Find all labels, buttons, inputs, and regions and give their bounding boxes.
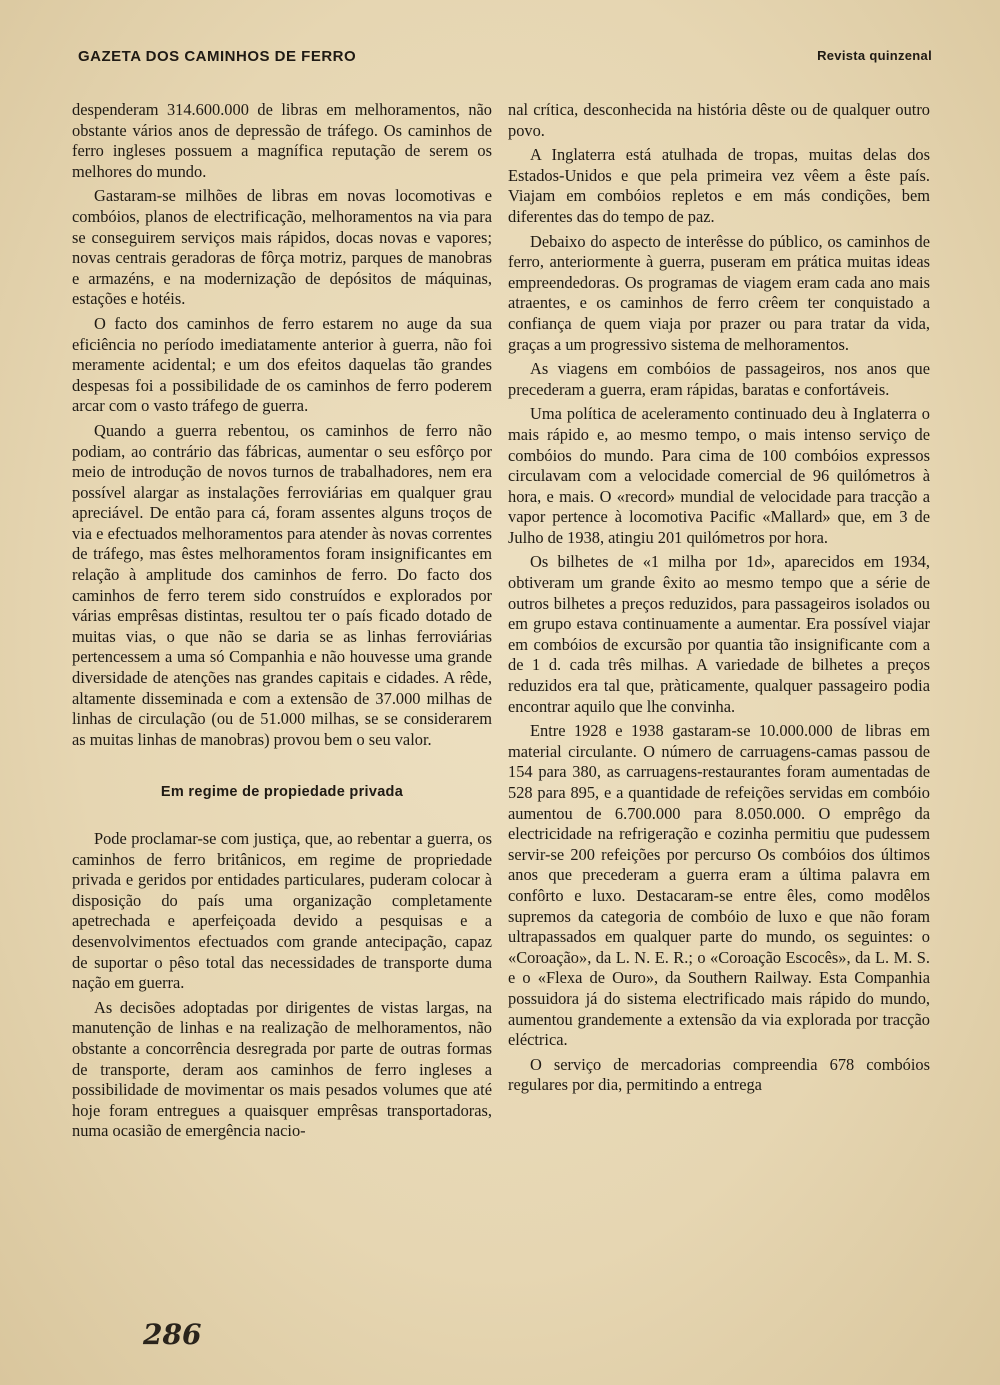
paragraph: Debaixo do aspecto de interêsse do público, os caminhos de ferro, anteriormente à guerra, puseram em prática muitas ideas empreendedoras. Os programas de viagem eram cada ano mais atraentes, e os caminhos de ferro crêem ter conquistado a confiança de quem viaja por prazer ou para tratar da vida, graças a um progressivo sistema de melhoramentos.: [508, 231, 930, 354]
right-column: [508, 100, 930, 1100]
publication-title: GAZETA DOS CAMINHOS DE FERRO: [78, 48, 357, 65]
paragraph: A Inglaterra está atulhada de tropas, muitas delas dos Estados-Unidos e que pela primeira vez vêem a êste país. Viajam em combóios repletos e em más condições, bem diferentes das do tempo de paz.: [508, 145, 930, 226]
paragraph: O serviço de mercadorias compreendia 678 combóios regulares por dia, permitindo a entrega: [508, 1054, 930, 1095]
publication-subtitle: Revista quinzenal: [817, 48, 932, 63]
paragraph: As viagens em combóios de passageiros, nos anos que precederam a guerra, eram rápidas, baratas e confortáveis.: [508, 359, 930, 399]
paragraph: Gastaram-se milhões de libras em novas locomotivas e combóios, planos de electrificação, melhoramentos na via para se conseguirem serviços mais rápidos, docas novas e vapores; novas centrais geradoras de fôrça motriz, parques de manobras e armazéns, e na modernização de depósitos de máquinas, estações e hotéis.: [72, 186, 492, 309]
paragraph: Uma política de aceleramento continuado deu à Inglaterra o mais rápido e, ao mesmo tempo, o mais intenso serviço de combóios do mundo. Para cima de 100 combóios expressos circulavam com a velocidade comercial de 96 quilómetros à hora, e mais. O «record» mundial de velocidade para tracção a vapor pertence à locomotiva Pacific «Mallard» que, em 3 de Julho de 1938, atingiu 201 quilómetros por hora.: [508, 404, 930, 547]
paragraph: Os bilhetes de «1 milha por 1d», aparecidos em 1934, obtiveram um grande êxito ao mesmo tempo que a série de outros bilhetes a preços reduzidos, para passageiros isolados ou em grupo estava continuamente a aumentar. Era possível viajar em combóios de excursão por quantia tão insignificante com a de 1 d. cada três milhas. A variedade de bilhetes a preços reduzidos era tal que, pràticamente, qualquer passageiro podia encontrar aquilo que lhe convinha.: [508, 552, 930, 716]
paragraph: Pode proclamar-se com justiça, que, ao rebentar a guerra, os caminhos de ferro britânicos, em regime de propriedade privada e geridos por entidades particulares, puderam colocar à disposição do país uma organização completamente apetrechada e aperfeiçoada devido a pesquisas e a desenvolvimentos efectuados com grande antecipação, capaz de suportar o pêso total das necessidades de transporte duma nação em guerra.: [72, 829, 492, 993]
section-heading: Em regime de propiedade privada: [160, 784, 404, 801]
paragraph: O facto dos caminhos de ferro estarem no auge da sua eficiência no período imediatamente anterior à guerra, não foi meramente acidental; e um dos efeitos daquelas tão grandes despesas foi a possibilidade de os caminhos de ferro poderem arcar com o vasto tráfego de guerra.: [72, 313, 492, 416]
paragraph: despenderam 314.600.000 de libras em melhoramentos, não obstante vários anos de depressão de tráfego. Os caminhos de ferro ingleses possuem a magnífica reputação de serem os melhores do mundo.: [72, 100, 492, 181]
paragraph: Entre 1928 e 1938 gastaram-se 10.000.000 de libras em material circulante. O número de carruagens-camas passou de 154 para 380, as carruagens-restaurantes foram aumentadas de 528 para 895, e a quantidade de refeições servidas em combóio aumentou de 6.700.000 para 8.050.000. O emprêgo da electricidade na refrigeração e cozinha permitiu que pudessem servir-se 200 refeições por percurso Os combóios dos últimos anos que precederam a guerra eram a última palavra em confôrto e luxo. Destacaram-se entre êles, como modêlos supremos da categoria de combóio de luxo e que não foram ultrapassados em qualquer parte do mundo, os seguintes: o «Coroação», da L. N. E. R.; o «Coroação Escocês», da L. M. S. e o «Flexa de Ouro», da Southern Railway. Esta Companhia possuidora já do sistema electrificado mais rápido do mundo, aumentou grandemente a extensão da via explorada por tracção eléctrica.: [508, 721, 930, 1050]
running-header: [78, 48, 932, 70]
left-column: [72, 100, 492, 1146]
paragraph: Quando a guerra rebentou, os caminhos de ferro não podiam, ao contrário das fábricas, aumentar o seu esfôrço por meio de introdução de novos turnos de trabalhadores, nem era possível alargar as instalações ferroviárias em qualquer grau apreciável. De então para cá, foram assentes alguns troços de via e efectuados melhoramentos para atender às novas correntes de tráfego, mas êstes melhoramentos foram insignificantes em relação à amplitude dos caminhos de ferro. Do facto dos caminhos de ferro terem sido construídos e explorados por várias emprêsas distintas, resultou ter o país ficado dotado de muitas vias, o que não se daria se as linhas ferroviárias pertencessem a uma só Companhia e não houvesse uma grande diversidade de atenções nas grandes capitais e cidades. A rêde, altamente disseminada e com a extensão de 37.000 milhas de linhas de circulação (ou de 51.000 milhas, se se considerarem as muitas linhas de manobras) provou bem o seu valor.: [72, 420, 492, 749]
page-number: 286: [143, 1318, 202, 1351]
paragraph: nal crítica, desconhecida na história dêste ou de qualquer outro povo.: [508, 100, 930, 140]
paragraph: As decisões adoptadas por dirigentes de vistas largas, na manutenção de linhas e na realização de melhoramentos, não obstante a concorrência desregrada por parte de outras formas de transporte, deram aos caminhos de ferro ingleses a possibilidade de movimentar os mais pesados volumes que até hoje foram entregues a quaisquer emprêsas transportadoras, numa ocasião de emergência nacio-: [72, 997, 492, 1141]
